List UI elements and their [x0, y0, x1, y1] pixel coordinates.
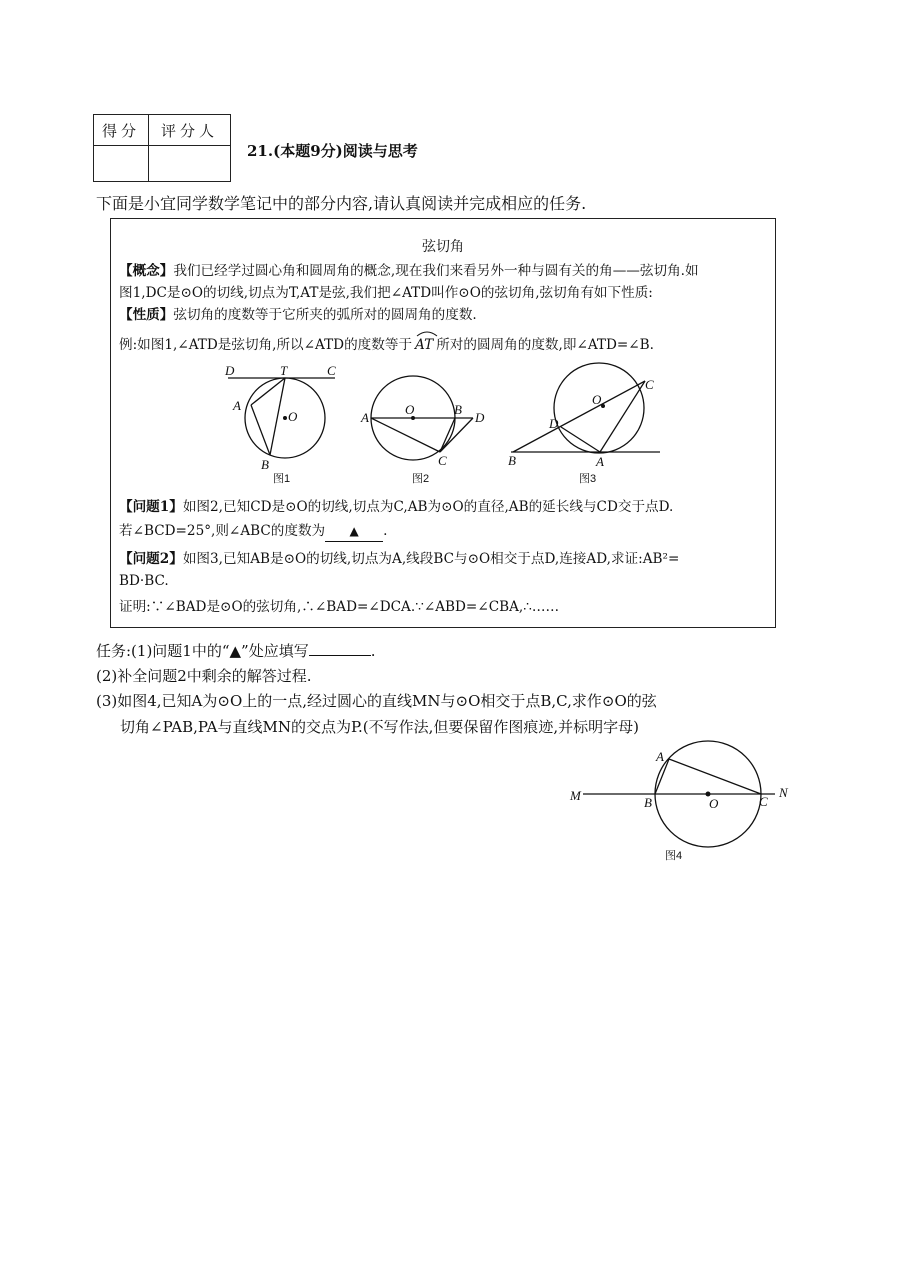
task1-answer-blank[interactable] [309, 641, 371, 656]
fig3-circle [554, 363, 644, 453]
fig1-label-t: T [280, 363, 288, 378]
fig3-label-d: D [549, 416, 559, 431]
intro-text: 下面是小宜同学数学笔记中的部分内容,请认真阅读并完成相应的任务. [96, 194, 587, 213]
grader-header: 评分人 [149, 115, 231, 146]
fig3-center-dot [601, 404, 605, 408]
problem1-tag: 【问题1】 [119, 499, 183, 515]
problem2-line-1 [119, 549, 679, 569]
note-title: 弦切角 [422, 239, 464, 255]
fig2-label-b: B [454, 402, 462, 417]
property-line [119, 305, 477, 325]
fig3-label-c: C [645, 377, 654, 392]
task-2: (2)补全问题2中剩余的解答过程. [96, 667, 312, 685]
example-line [119, 335, 654, 355]
fig3-caption: 图3 [579, 473, 597, 485]
fig3-chord-ac [600, 381, 645, 452]
fig2-label-a: A [361, 410, 369, 425]
fig2-label-o: O [405, 402, 415, 417]
fig4-label-c: C [759, 794, 768, 809]
arc-at: AT [415, 335, 433, 355]
grader-cell[interactable] [149, 146, 231, 182]
problem2-text-1: 如图3,已知AB是⊙O的切线,切点为A,线段BC与⊙O相交于点D,连接AD,求证:AB²= [182, 551, 680, 567]
fig3-label-a: A [596, 454, 604, 469]
concept-line-2: 图1,DC是⊙O的切线,切点为T,AT是弦,我们把∠ATD叫作⊙O的弦切角,弦切角有如下性质: [119, 285, 653, 301]
fig1-caption: 图1 [273, 473, 291, 485]
fig1-label-c: C [327, 363, 336, 378]
fig3-secant [513, 381, 645, 452]
problem1-text-2: 若∠BCD=25°,则∠ABC的度数为 [119, 523, 326, 539]
property-tag: 【性质】 [119, 307, 174, 323]
fig4-label-m: M [570, 788, 581, 803]
concept-tag: 【概念】 [119, 263, 174, 279]
fig2-chord-ac [371, 418, 440, 452]
example-text-1: 例:如图1,∠ATD是弦切角,所以∠ATD的度数等于 [119, 337, 413, 353]
figure-2 [358, 370, 493, 485]
fig3-label-b: B [508, 453, 516, 468]
fig4-label-b: B [644, 795, 652, 810]
fig1-label-b: B [261, 457, 269, 472]
fig4-chord-ac [669, 759, 761, 794]
fig4-label-a: A [656, 749, 664, 764]
fig4-label-n: N [779, 785, 788, 800]
fig1-center-dot [283, 416, 287, 420]
problem2-line-2: BD·BC. [119, 573, 169, 589]
figure-4 [565, 742, 800, 867]
question-title: 21.(本题9分)阅读与思考 [247, 142, 418, 160]
task-3-line-1: (3)如图4,已知A为⊙O上的一点,经过圆心的直线MN与⊙O相交于点B,C,求作⊙O的弦 [96, 692, 657, 710]
fig2-caption: 图2 [412, 473, 430, 485]
fig2-chord-bc [440, 418, 455, 452]
fig4-label-o: O [709, 796, 719, 811]
fig1-label-a: A [233, 398, 241, 413]
score-table [93, 114, 231, 182]
problem1-line-1 [119, 497, 673, 517]
fig3-label-o: O [592, 392, 602, 407]
concept-line-1 [119, 261, 699, 281]
concept-text-1: 我们已经学过圆心角和圆周角的概念,现在我们来看另外一种与圆有关的角——弦切角.如 [173, 263, 699, 279]
fig2-label-c: C [438, 453, 447, 468]
property-text: 弦切角的度数等于它所夹的弧所对的圆周角的度数. [173, 307, 477, 323]
figure-3 [505, 356, 670, 486]
fig1-chord-tb [270, 378, 285, 455]
problem1-blank: ▲ [325, 521, 383, 542]
fig1-label-d: D [225, 363, 235, 378]
task-3-line-2: 切角∠PAB,PA与直线MN的交点为P.(不写作法,但要保留作图痕迹,并标明字母) [120, 718, 640, 736]
problem2-tag: 【问题2】 [119, 551, 183, 567]
score-header: 得分 [94, 115, 149, 146]
score-cell[interactable] [94, 146, 149, 182]
example-text-2: 所对的圆周角的度数,即∠ATD=∠B. [436, 337, 654, 353]
fig2-label-d: D [475, 410, 485, 425]
fig4-caption: 图4 [665, 850, 683, 862]
fig1-chord-ab [251, 405, 270, 455]
fig1-label-o: O [288, 409, 298, 424]
fig2-tangent [440, 418, 473, 452]
problem1-line-2: 若∠BCD=25°,则∠ABC的度数为 ▲ . [119, 521, 387, 542]
problem1-text-1: 如图2,已知CD是⊙O的切线,切点为C,AB为⊙O的直径,AB的延长线与CD交于点D. [182, 499, 674, 515]
task-1: 任务:(1)问题1中的“▲”处应填写 . [96, 642, 376, 660]
fig4-chord-ab [655, 759, 669, 794]
arc-symbol [415, 329, 439, 337]
proof-line: 证明:∵∠BAD是⊙O的弦切角,∴∠BAD=∠DCA.∵∠ABD=∠CBA,∴…… [119, 599, 560, 615]
figure-1 [215, 360, 345, 485]
